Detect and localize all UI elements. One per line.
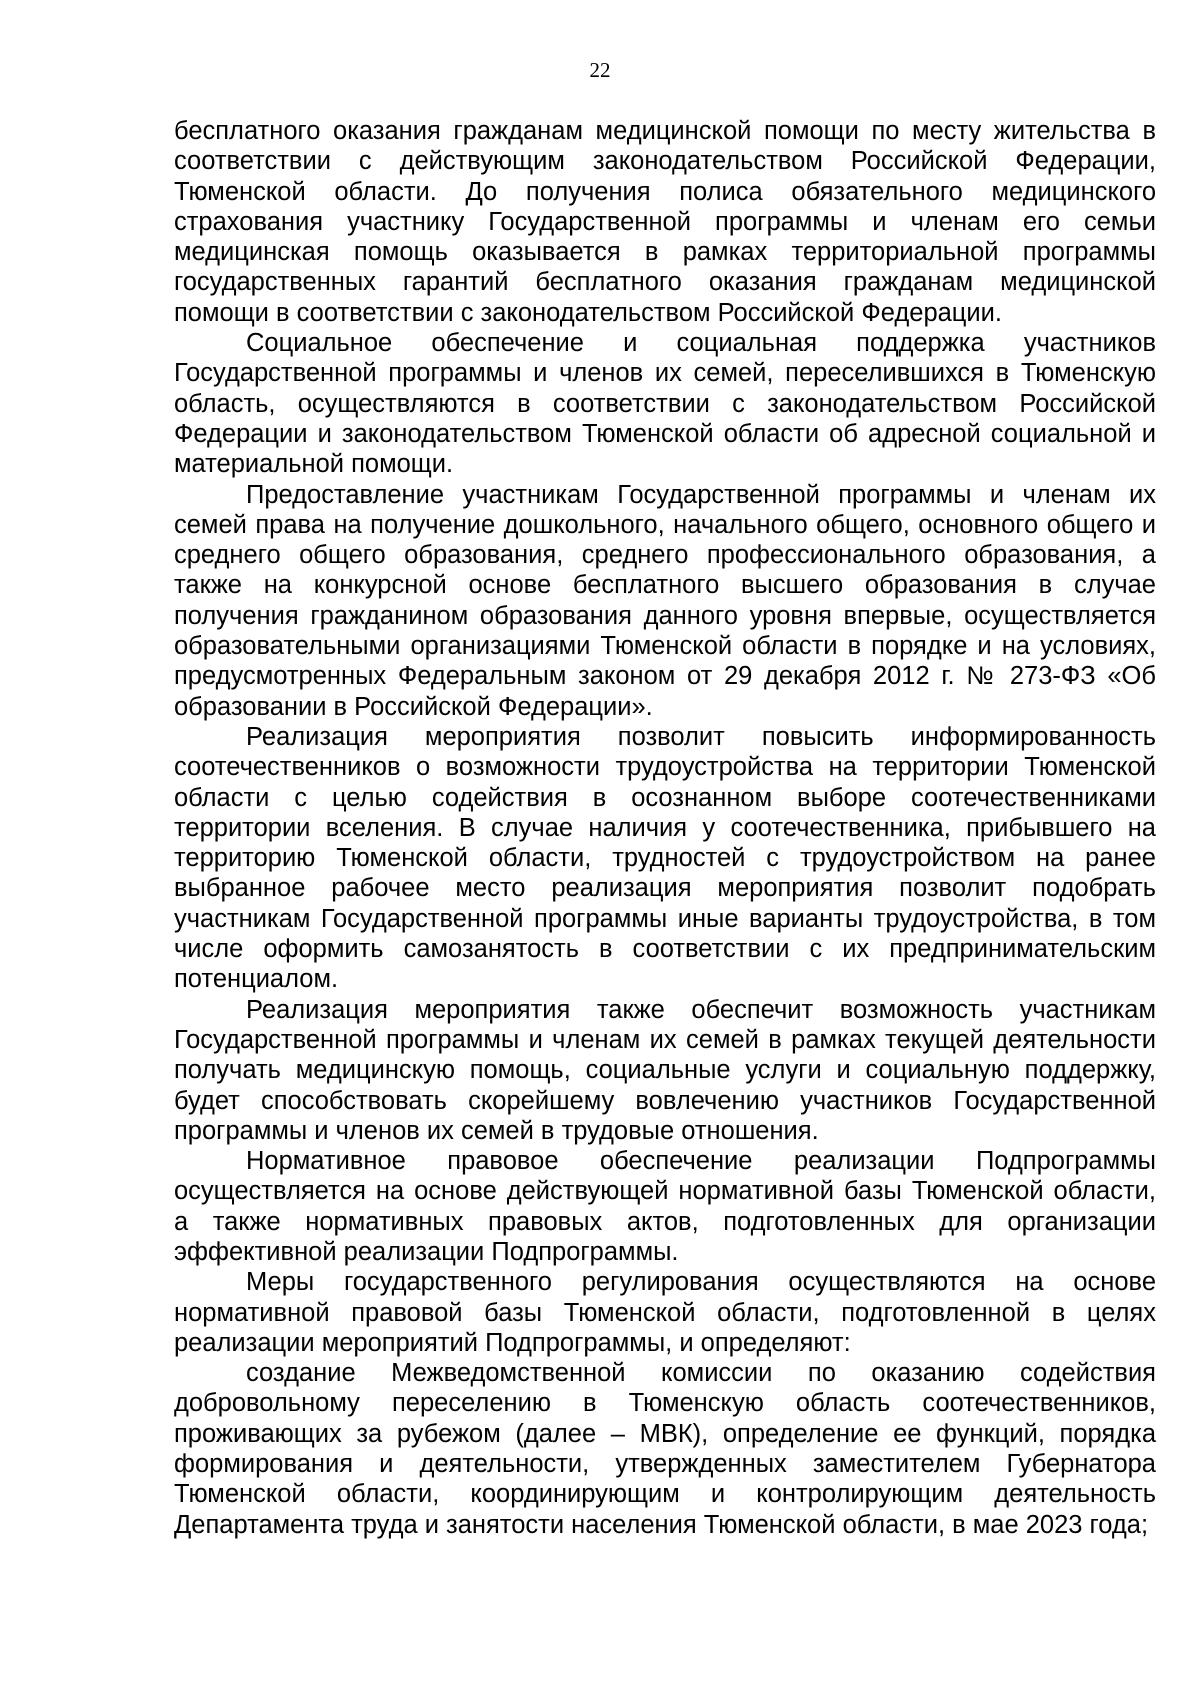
paragraph-education: Предоставление участникам Государственной программы и членам их семей права на получение дошкольного, начального общего, основного общего и среднего общего образования, среднего профессионального образования, а также на конкурсной основе бесплатного высшего образования в случае получения гражданином образования данного уровня впервые, осуществляется образовательными организациями Тюменской области в порядке и на условиях, предусмотренных Федеральным законом от 29 декабря 2012 г. № 273-ФЗ «Об образовании в Российской Федерации». <box>174 480 1156 721</box>
document-body <box>174 116 1156 1540</box>
paragraph-measure-effects: Реализация мероприятия также обеспечит возможность участникам Государственной программы и членам их семей в рамках текущей деятельности получать медицинскую помощь, социальные услуги и социальную поддержку, будет способствовать скорейшему вовлечению участников Государственной программы и членов их семей в трудовые отношения. <box>174 995 1156 1145</box>
paragraph-employment: Реализация мероприятия позволит повысить информированность соотечественников о возможности трудоустройства на территории Тюменской области с целью содействия в осознанном выборе соотечественниками территории вселения. В случае наличия у соотечественника, прибывшего на территорию Тюменской области, трудностей с трудоустройством на ранее выбранное рабочее место реализация мероприятия позволит подобрать участникам Государственной программы иные варианты трудоустройства, в том числе оформить самозанятость в соответствии с их предпринимательским потенциалом. <box>174 722 1156 994</box>
paragraph-continuation: бесплатного оказания гражданам медицинской помощи по месту жительства в соответствии с действующим законодательством Российской Федерации, Тюменской области. До получения полиса обязательного медицинского страхования участнику Государственной программы и членам его семьи медицинская помощь оказывается в рамках территориальной программы государственных гарантий бесплатного оказания гражданам медицинской помощи в соответствии с законодательством Российской Федерации. <box>174 117 1156 327</box>
paragraph-social-support: Социальное обеспечение и социальная поддержка участников Государственной программы и членов их семей, переселившихся в Тюменскую область, осуществляются в соответствии с законодательством Российской Федерации и законодательством Тюменской области об адресной социальной и материальной помощи. <box>174 329 1156 479</box>
paragraph-commission: создание Межведомственной комиссии по оказанию содействия добровольному переселению в Тюменскую область соотечественников, проживающих за рубежом (далее – МВК), определение ее функций, порядка формирования и деятельности, утвержденных заместителем Губернатора Тюменской области, координирующим и контролирующим деятельность Департамента труда и занятости населения Тюменской области, в мае 2023 года; <box>174 1359 1156 1539</box>
page-number: 22 <box>589 58 611 82</box>
paragraph-legal-basis: Нормативное правовое обеспечение реализации Подпрограммы осуществляется на основе действующей нормативной базы Тюменской области, а также нормативных правовых актов, подготовленных для организации эффективной реализации Подпрограммы. <box>174 1147 1156 1266</box>
paragraph-regulation-measures: Меры государственного регулирования осуществляются на основе нормативной правовой базы Тюменской области, подготовленной в целях реализации мероприятий Подпрограммы, и определяют: <box>174 1268 1156 1357</box>
